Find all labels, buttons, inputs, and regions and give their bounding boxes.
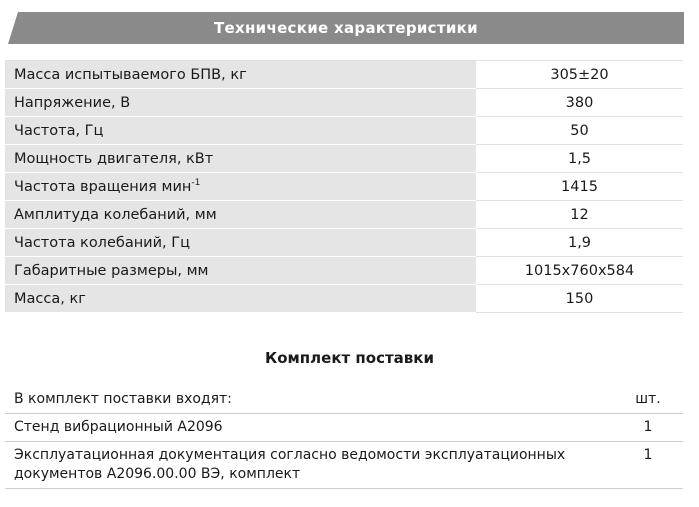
spec-name: Масса испытываемого БПВ, кг [5, 61, 476, 89]
spec-value: 12 [476, 201, 683, 229]
spec-name: Частота вращения мин [14, 178, 192, 195]
table-row [5, 285, 683, 313]
spec-name: Напряжение, В [5, 89, 476, 117]
spec-name-cell [5, 173, 476, 201]
specs-title: Технические характеристики [214, 19, 478, 37]
spec-value: 150 [476, 285, 683, 313]
kit-item-qty: 1 [613, 442, 683, 489]
table-row [5, 145, 683, 173]
kit-title: Комплект поставки [264, 349, 434, 367]
kit-item-qty: 1 [613, 414, 683, 442]
spec-name: Масса, кг [5, 285, 476, 313]
table-row [5, 89, 683, 117]
specs-table [5, 60, 683, 313]
kit-item-name: Стенд вибрационный А2096 [5, 414, 613, 442]
kit-header-name: В комплект поставки входят: [5, 386, 613, 414]
spec-name: Частота колебаний, Гц [5, 229, 476, 257]
spec-value: 1015x760x584 [476, 257, 683, 285]
spec-value: 1,5 [476, 145, 683, 173]
table-row [5, 257, 683, 285]
table-row [5, 61, 683, 89]
kit-item-name: Эксплуатационная документация согласно ведомости эксплуатационных документов А2096.00.00 ВЭ, комплект [5, 442, 613, 489]
spec-value: 1415 [476, 173, 683, 201]
spec-name: Мощность двигателя, кВт [5, 145, 476, 173]
spec-name: Амплитуда колебаний, мм [5, 201, 476, 229]
specs-banner [8, 12, 684, 44]
spec-value: 1,9 [476, 229, 683, 257]
table-row [5, 201, 683, 229]
spec-name-superscript: -1 [191, 177, 201, 188]
spec-value: 305±20 [476, 61, 683, 89]
kit-table [5, 386, 683, 489]
kit-header-row [5, 386, 683, 414]
spec-name: Частота, Гц [5, 117, 476, 145]
table-row [5, 229, 683, 257]
table-row [5, 414, 683, 442]
spec-name: Габаритные размеры, мм [5, 257, 476, 285]
spec-value: 380 [476, 89, 683, 117]
table-row [5, 173, 683, 201]
spec-value: 50 [476, 117, 683, 145]
table-row [5, 442, 683, 489]
table-row [5, 117, 683, 145]
kit-header-qty: шт. [613, 386, 683, 414]
